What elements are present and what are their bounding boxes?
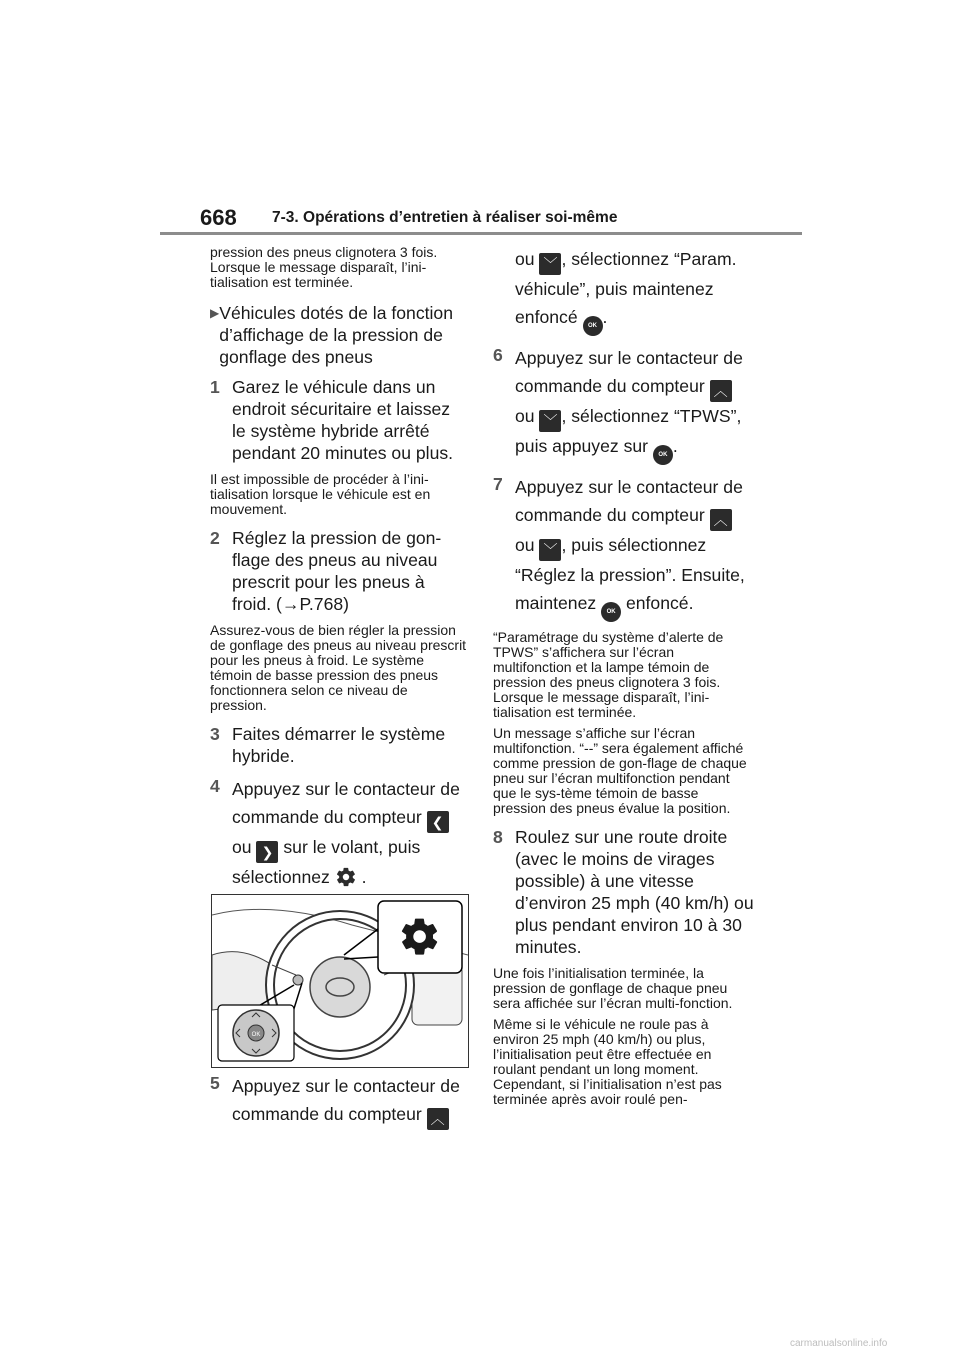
triangle-bullet-icon: ▶	[210, 306, 220, 320]
step-number: 4	[210, 776, 220, 796]
chevron-up-icon: ︿	[427, 1108, 449, 1130]
subsection-heading-text: Véhicules dotés de la fonction d’affichage de la pression de gonflage des pneus	[219, 303, 453, 367]
ok-button-icon: OK	[653, 445, 673, 465]
step-6-text-a: Appuyez sur le contacteur de commande du compteur	[515, 348, 743, 396]
chevron-down-icon: ﹀	[539, 253, 561, 275]
left-para-1b: Lorsque le message disparaît, l’ini-tialisation est terminée.	[210, 259, 427, 290]
step-6-text-d: .	[672, 436, 678, 456]
step-7-text-d: enfoncé.	[625, 593, 694, 613]
step-4-text-a: Appuyez sur le contacteur de commande du compteur	[232, 779, 460, 827]
step-5-text-c: , sélectionnez “Param. véhicule”, puis maintenez enfoncé	[515, 249, 737, 327]
step-number: 2	[210, 528, 220, 548]
dashboard-drawing	[212, 895, 468, 1067]
step-text	[232, 775, 468, 891]
subsection-heading	[210, 302, 468, 368]
step-6-text-c: , sélectionnez “TPWS”, puis appuyez sur	[515, 406, 742, 456]
step-5-text-d: .	[602, 307, 608, 327]
step-4-text-d: .	[361, 867, 367, 887]
chevron-down-icon: ﹀	[539, 410, 561, 432]
step-text: Garez le véhicule dans un endroit sécuritaire et laissez le système hybride arrêté pendant 20 minutes ou plus.	[232, 377, 454, 463]
step-text: Réglez la pression de gon-flage des pneus au niveau prescrit pour les pneus à froid. (→P.768)	[232, 528, 442, 614]
step-3	[210, 723, 468, 767]
note-6: Même si le véhicule ne roule pas à environ 25 mph (40 km/h) ou plus, l’initialisation peut être effectuée en roulant pendant un long moment. Cependant, si l’initialisation n’est pas terminée après avoir roulé pen-	[493, 1016, 722, 1107]
note-1: Il est impossible de procéder à l’ini-tialisation lorsque le véhicule est en mouvement.	[210, 471, 431, 517]
note-5: Une fois l’initialisation terminée, la pression de gonflage de chaque pneu sera affichée sur l’écran multi-fonction.	[493, 965, 733, 1011]
ok-button-icon: OK	[601, 602, 621, 622]
step-1	[210, 376, 468, 464]
right-column	[493, 245, 755, 1107]
ok-label: OK	[251, 1032, 261, 1038]
chevron-left-icon: ❮	[427, 811, 449, 833]
step-text	[232, 1072, 468, 1130]
step-7	[493, 473, 755, 622]
step-6	[493, 344, 755, 465]
step-number: 6	[493, 345, 503, 365]
chevron-down-icon: ﹀	[539, 539, 561, 561]
step-number: 7	[493, 474, 503, 494]
step-text	[515, 473, 755, 622]
step-number: 3	[210, 724, 220, 744]
note-3a: “Paramétrage du système d’alerte de TPWS” s’affichera sur l’écran multifonction et la lampe témoin de pression des pneus clignotera 3 fois.	[493, 629, 724, 690]
step-2	[210, 527, 468, 615]
chevron-up-icon: ︿	[710, 509, 732, 531]
page-number: 668	[200, 205, 237, 230]
ok-button-icon: OK	[583, 316, 603, 336]
note-4: Un message s’affiche sur l’écran multifonction. “--” sera également affiché comme pression de gon-flage de chaque pneu sur l’écran multifonction pendant que le sys-tème témoin de basse pression des pneus évalue la position.	[493, 725, 747, 816]
steering-wheel-illustration	[211, 894, 469, 1068]
step-7-text-a: Appuyez sur le contacteur de commande du compteur	[515, 477, 743, 525]
step-5-continued	[493, 245, 755, 336]
step-7-text-b: ou	[515, 535, 535, 555]
step-4-text-b: ou	[232, 837, 252, 857]
step-6-text-b: ou	[515, 406, 535, 426]
step-number: 8	[493, 827, 503, 847]
note-2: Assurez-vous de bien régler la pression de gonflage des pneus au niveau prescrit pour les pneus à froid. Le système témoin de basse pression des pneus fonctionnera selon ce niveau de pression.	[210, 622, 467, 713]
step-7-text-c: , puis sélectionnez “Réglez la pression”. Ensuite, maintenez	[515, 535, 745, 613]
step-5-text-a: Appuyez sur le contacteur de commande du compteur	[232, 1076, 460, 1124]
step-number: 5	[210, 1073, 220, 1093]
step-4-text-c: sur le volant, puis sélectionnez	[232, 837, 421, 887]
gear-icon	[335, 866, 357, 888]
step-text: Faites démarrer le système hybride.	[232, 724, 446, 766]
section-title: 7-3. Opérations d’entretien à réaliser soi-même	[272, 209, 618, 226]
step-text	[515, 344, 755, 465]
chevron-right-icon: ❯	[256, 841, 278, 863]
note-3b: Lorsque le message disparaît, l’ini-tialisation est terminée.	[493, 689, 710, 720]
step-5-text-b: ou	[515, 249, 535, 269]
step-text: Roulez sur une route droite (avec le moins de virages possible) à une vitesse d’environ 25 mph (40 km/h) ou plus pendant environ 10 à 30 minutes.	[515, 827, 754, 957]
step-number: 1	[210, 377, 220, 397]
watermark: carmanualsonline.info	[790, 1338, 888, 1349]
chevron-up-icon: ︿	[710, 380, 732, 402]
left-column	[210, 245, 468, 899]
left-para-1a: pression des pneus clignotera 3 fois.	[210, 244, 438, 260]
step-5-row	[210, 1072, 468, 1130]
header-rule	[160, 232, 802, 235]
step-4	[210, 775, 468, 891]
step-8	[493, 826, 755, 958]
step-5	[210, 1072, 468, 1138]
